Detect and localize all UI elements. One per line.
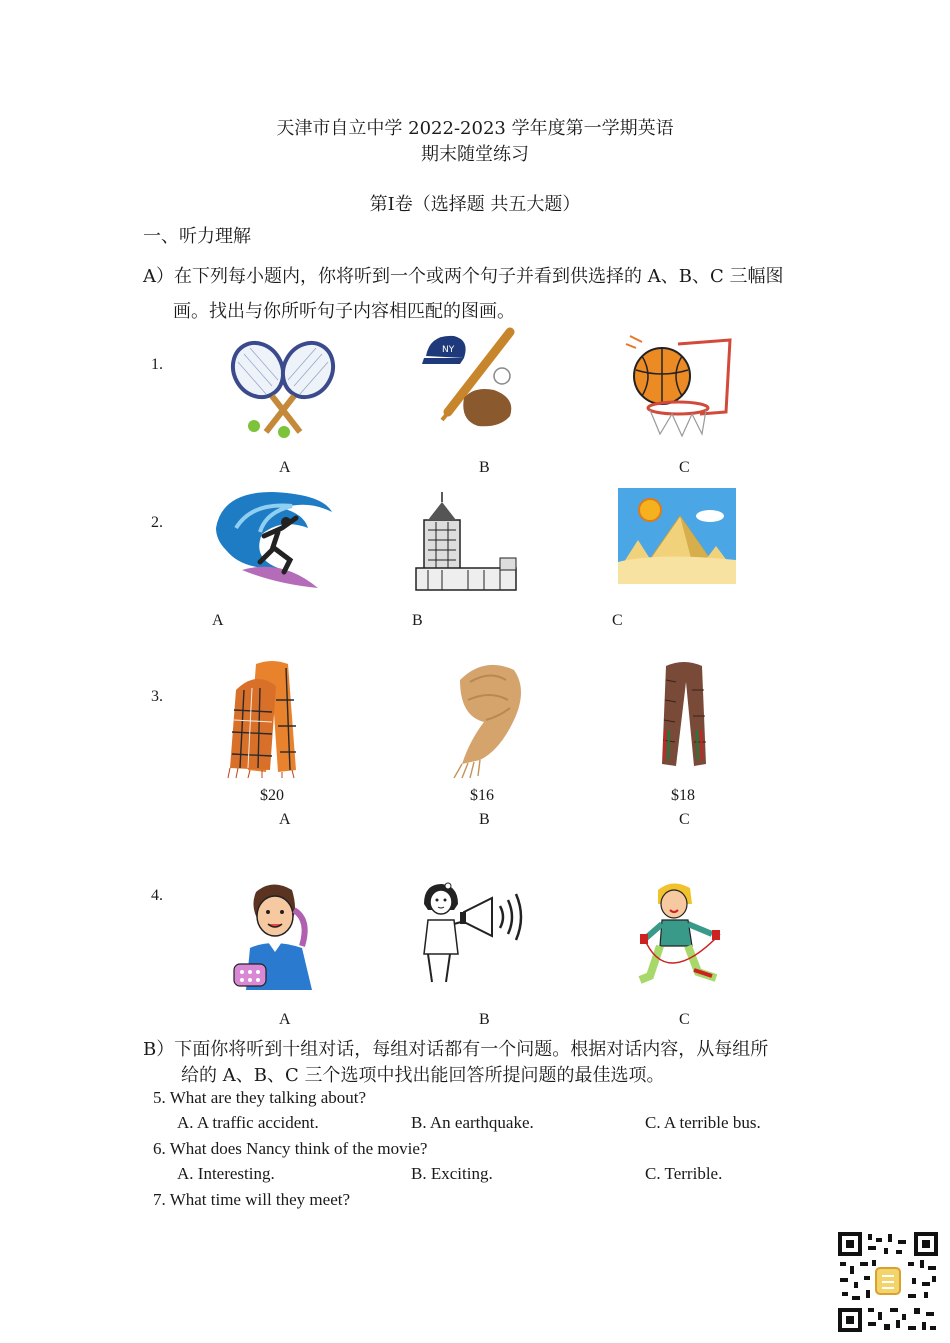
q6-option-c: C. Terrible. xyxy=(645,1164,723,1183)
price-label: $18 xyxy=(671,787,695,804)
tan-scarf-icon xyxy=(440,660,532,780)
section-heading-listening: 一、听力理解 xyxy=(143,226,251,247)
option-letter: A xyxy=(279,811,291,828)
striped-scarf-icon xyxy=(650,660,718,772)
svg-text:NY: NY xyxy=(442,345,455,355)
option-letter: B xyxy=(479,1011,490,1028)
tall-building-icon xyxy=(414,490,520,594)
plaid-scarf-icon xyxy=(226,660,318,778)
option-letter: A xyxy=(279,459,291,476)
q6-option-b: B. Exciting. xyxy=(411,1164,493,1183)
q6-option-a: A. Interesting. xyxy=(177,1164,275,1183)
pyramids-icon xyxy=(618,488,736,584)
boy-skipping-rope-icon xyxy=(636,880,728,990)
picture-question-number: 4. xyxy=(151,887,163,904)
option-letter: A xyxy=(279,1011,291,1028)
volume-heading: 第Ⅰ卷（选择题 共五大题） xyxy=(369,194,581,215)
option-letter: B xyxy=(479,459,490,476)
option-letter: B xyxy=(412,612,423,629)
q5-option-b: B. An earthquake. xyxy=(411,1113,534,1132)
woman-with-megaphone-icon xyxy=(414,880,534,988)
part-b-instruction-line1: B）下面你将听到十组对话，每组对话都有一个问题。根据对话内容，从每组所 xyxy=(143,1039,769,1060)
exam-title-line1: 天津市自立中学 2022-2023 学年度第一学期英语 xyxy=(276,118,674,139)
option-letter: C xyxy=(612,612,623,629)
price-label: $20 xyxy=(260,787,284,804)
question-6: 6. What does Nancy think of the movie? xyxy=(153,1139,428,1158)
exam-title-line2: 期末随堂练习 xyxy=(421,144,529,165)
baseball-equipment-icon xyxy=(420,328,520,433)
option-letter: A xyxy=(212,612,224,629)
option-letter: C xyxy=(679,459,690,476)
question-5: 5. What are they talking about? xyxy=(153,1088,367,1107)
qr-code-icon xyxy=(838,1232,938,1332)
part-a-instruction-line1: A）在下列每小题内，你将听到一个或两个句子并看到供选择的 A、B、C 三幅图 xyxy=(143,266,784,287)
basketball-hoop-icon xyxy=(622,334,734,440)
picture-question-number: 2. xyxy=(151,514,163,531)
man-on-phone-icon xyxy=(232,880,316,992)
question-7: 7. What time will they meet? xyxy=(153,1190,351,1209)
tennis-rackets-icon xyxy=(222,340,344,440)
q5-option-c: C. A terrible bus. xyxy=(645,1113,761,1132)
surfer-icon xyxy=(212,488,336,592)
q5-option-a: A. A traffic accident. xyxy=(177,1113,319,1132)
picture-question-number: 3. xyxy=(151,688,163,705)
option-letter: B xyxy=(479,811,490,828)
option-letter: C xyxy=(679,811,690,828)
picture-question-number: 1. xyxy=(151,356,163,373)
option-letter: C xyxy=(679,1011,690,1028)
part-a-instruction-line2: 画。找出与你所听句子内容相匹配的图画。 xyxy=(173,301,515,322)
part-b-instruction-line2: 给的 A、B、C 三个选项中找出能回答所提问题的最佳选项。 xyxy=(181,1065,665,1086)
price-label: $16 xyxy=(470,787,494,804)
